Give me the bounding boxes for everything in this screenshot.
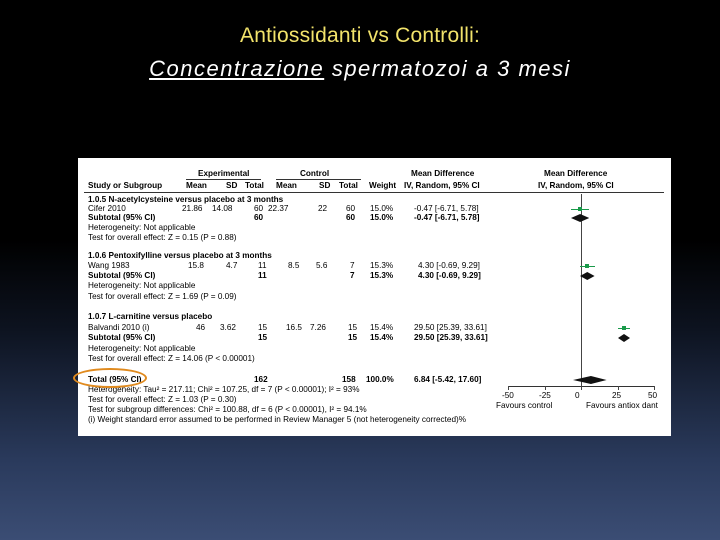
study-sd-c: 5.6 — [316, 261, 328, 270]
group-heading: 1.0.5 N-acetylcysteine versus placebo at 3 months — [88, 195, 284, 204]
title-rest: spermatozoi a 3 mesi — [324, 56, 571, 81]
header-rule-control — [276, 179, 361, 180]
subtotal-total-e: 60 — [254, 213, 264, 222]
header-mean-difference-plot: Mean Difference — [544, 169, 608, 178]
footer-note: (i) Weight standard error assumed to be performed in Review Manager 5 (not heterogeneity corrected)% — [88, 415, 467, 424]
axis-tick — [581, 386, 582, 390]
study-ci: -0.47 [-6.71, 5.78] — [414, 204, 479, 213]
axis-tick — [654, 386, 655, 390]
total-total-c: 158 — [342, 375, 356, 384]
header-study: Study or Subgroup — [88, 181, 163, 190]
title-underlined-word: Concentrazione — [149, 56, 325, 81]
subtotal-total-e: 11 — [258, 271, 267, 280]
slide-title-line2 — [0, 56, 720, 82]
subtotal-effect-diamond — [571, 214, 589, 222]
study-point-marker — [585, 264, 589, 268]
study-point-marker — [622, 326, 626, 330]
subtotal-total-c: 7 — [350, 271, 355, 280]
subtotal-weight: 15.3% — [370, 271, 394, 280]
total-row-highlight-oval — [73, 368, 147, 388]
study-name: Wang 1983 — [88, 261, 130, 270]
study-total-e: 11 — [258, 261, 267, 270]
study-sd-e: 14.08 — [212, 204, 233, 213]
axis-tick-label: 25 — [612, 391, 622, 400]
subtotal-total-e: 15 — [258, 333, 268, 342]
study-total-e: 15 — [258, 323, 268, 332]
axis-tick — [545, 386, 546, 390]
footer-heterogeneity: Heterogeneity: Tau² = 217.11; Chi² = 107.25, df = 7 (P < 0.00001); I² = 93% — [88, 385, 360, 394]
plot-zero-line — [581, 194, 582, 386]
subtotal-ci: -0.47 [-6.71, 5.78] — [414, 213, 480, 222]
subtotal-ci: 29.50 [25.39, 33.61] — [414, 333, 488, 342]
header-method-plot: IV, Random, 95% CI — [538, 181, 614, 190]
axis-tick-label: 0 — [575, 391, 580, 400]
header-total-c: Total — [339, 181, 358, 190]
header-method: IV, Random, 95% CI — [404, 181, 480, 190]
header-bottom-rule — [84, 192, 664, 193]
study-ci: 4.30 [-0.69, 9.29] — [418, 261, 480, 270]
subtotal-label: Subtotal (95% CI) — [88, 271, 156, 280]
study-sd-c: 22 — [318, 204, 328, 213]
subtotal-weight: 15.4% — [370, 333, 394, 342]
heterogeneity-text: Heterogeneity: Not applicable — [88, 344, 196, 353]
total-total-e: 162 — [254, 375, 268, 384]
footer-subgroup-differences: Test for subgroup differences: Chi² = 100.88, df = 6 (P < 0.00001), I² = 94.1% — [88, 405, 367, 414]
study-mean-c: 16.5 — [286, 323, 302, 332]
study-total-c: 15 — [348, 323, 358, 332]
study-mean-c: 8.5 — [288, 261, 300, 270]
study-sd-c: 7.26 — [310, 323, 326, 332]
study-sd-e: 4.7 — [226, 261, 238, 270]
forest-plot-image — [78, 158, 671, 436]
header-sd-e: SD — [226, 181, 238, 190]
study-mean-e: 15.8 — [188, 261, 204, 270]
group-heading: 1.0.6 Pentoxifylline versus placebo at 3 months — [88, 251, 272, 260]
axis-tick — [618, 386, 619, 390]
axis-tick — [508, 386, 509, 390]
header-weight: Weight — [369, 181, 397, 190]
total-ci: 6.84 [-5.42, 17.60] — [414, 375, 482, 384]
overall-effect-text: Test for overall effect: Z = 0.15 (P = 0.88) — [88, 233, 237, 242]
header-mean-difference: Mean Difference — [411, 169, 475, 178]
study-point-marker — [578, 207, 582, 211]
study-mean-e: 21.86 — [182, 204, 203, 213]
overall-effect-text: Test for overall effect: Z = 14.06 (P < 0.00001) — [88, 354, 255, 363]
subtotal-total-c: 60 — [346, 213, 356, 222]
header-experimental: Experimental — [198, 169, 250, 178]
group-heading: 1.0.7 L-carnitine versus placebo — [88, 312, 213, 321]
study-name: Cifer 2010 — [88, 204, 126, 213]
subtotal-weight: 15.0% — [370, 213, 394, 222]
header-sd-c: SD — [319, 181, 331, 190]
study-weight: 15.4% — [370, 323, 394, 332]
axis-tick-label: -50 — [502, 391, 514, 400]
favours-antioxidant-label: Favours antiox dant — [586, 401, 658, 410]
study-weight: 15.0% — [370, 204, 394, 213]
study-total-e: 60 — [254, 204, 264, 213]
study-mean-e: 46 — [196, 323, 206, 332]
total-effect-diamond — [573, 376, 607, 384]
favours-control-label: Favours control — [496, 401, 553, 410]
study-sd-e: 3.62 — [220, 323, 236, 332]
total-label: Total (95% CI) — [88, 375, 142, 384]
axis-tick-label: 50 — [648, 391, 658, 400]
header-mean-e: Mean — [186, 181, 207, 190]
axis-tick-label: -25 — [539, 391, 551, 400]
subtotal-effect-diamond — [580, 272, 595, 280]
heterogeneity-text: Heterogeneity: Not applicable — [88, 281, 196, 290]
heterogeneity-text: Heterogeneity: Not applicable — [88, 223, 196, 232]
header-rule-experimental — [186, 179, 261, 180]
study-total-c: 60 — [346, 204, 356, 213]
study-weight: 15.3% — [370, 261, 394, 270]
header-control: Control — [300, 169, 330, 178]
header-total-e: Total — [245, 181, 264, 190]
study-total-c: 7 — [350, 261, 355, 270]
header-mean-c: Mean — [276, 181, 297, 190]
total-weight: 100.0% — [366, 375, 394, 384]
study-name: Balvandi 2010 (i) — [88, 323, 150, 332]
subtotal-effect-diamond — [618, 334, 630, 342]
subtotal-label: Subtotal (95% CI) — [88, 213, 156, 222]
slide-title-line1: Antiossidanti vs Controlli: — [240, 24, 480, 47]
subtotal-label: Subtotal (95% CI) — [88, 333, 156, 342]
subtotal-total-c: 15 — [348, 333, 358, 342]
footer-overall-effect: Test for overall effect: Z = 1.03 (P = 0.30) — [88, 395, 237, 404]
overall-effect-text: Test for overall effect: Z = 1.69 (P = 0.09) — [88, 292, 237, 301]
subtotal-ci: 4.30 [-0.69, 9.29] — [418, 271, 481, 280]
study-mean-c: 22.37 — [268, 204, 289, 213]
study-ci: 29.50 [25.39, 33.61] — [414, 323, 487, 332]
